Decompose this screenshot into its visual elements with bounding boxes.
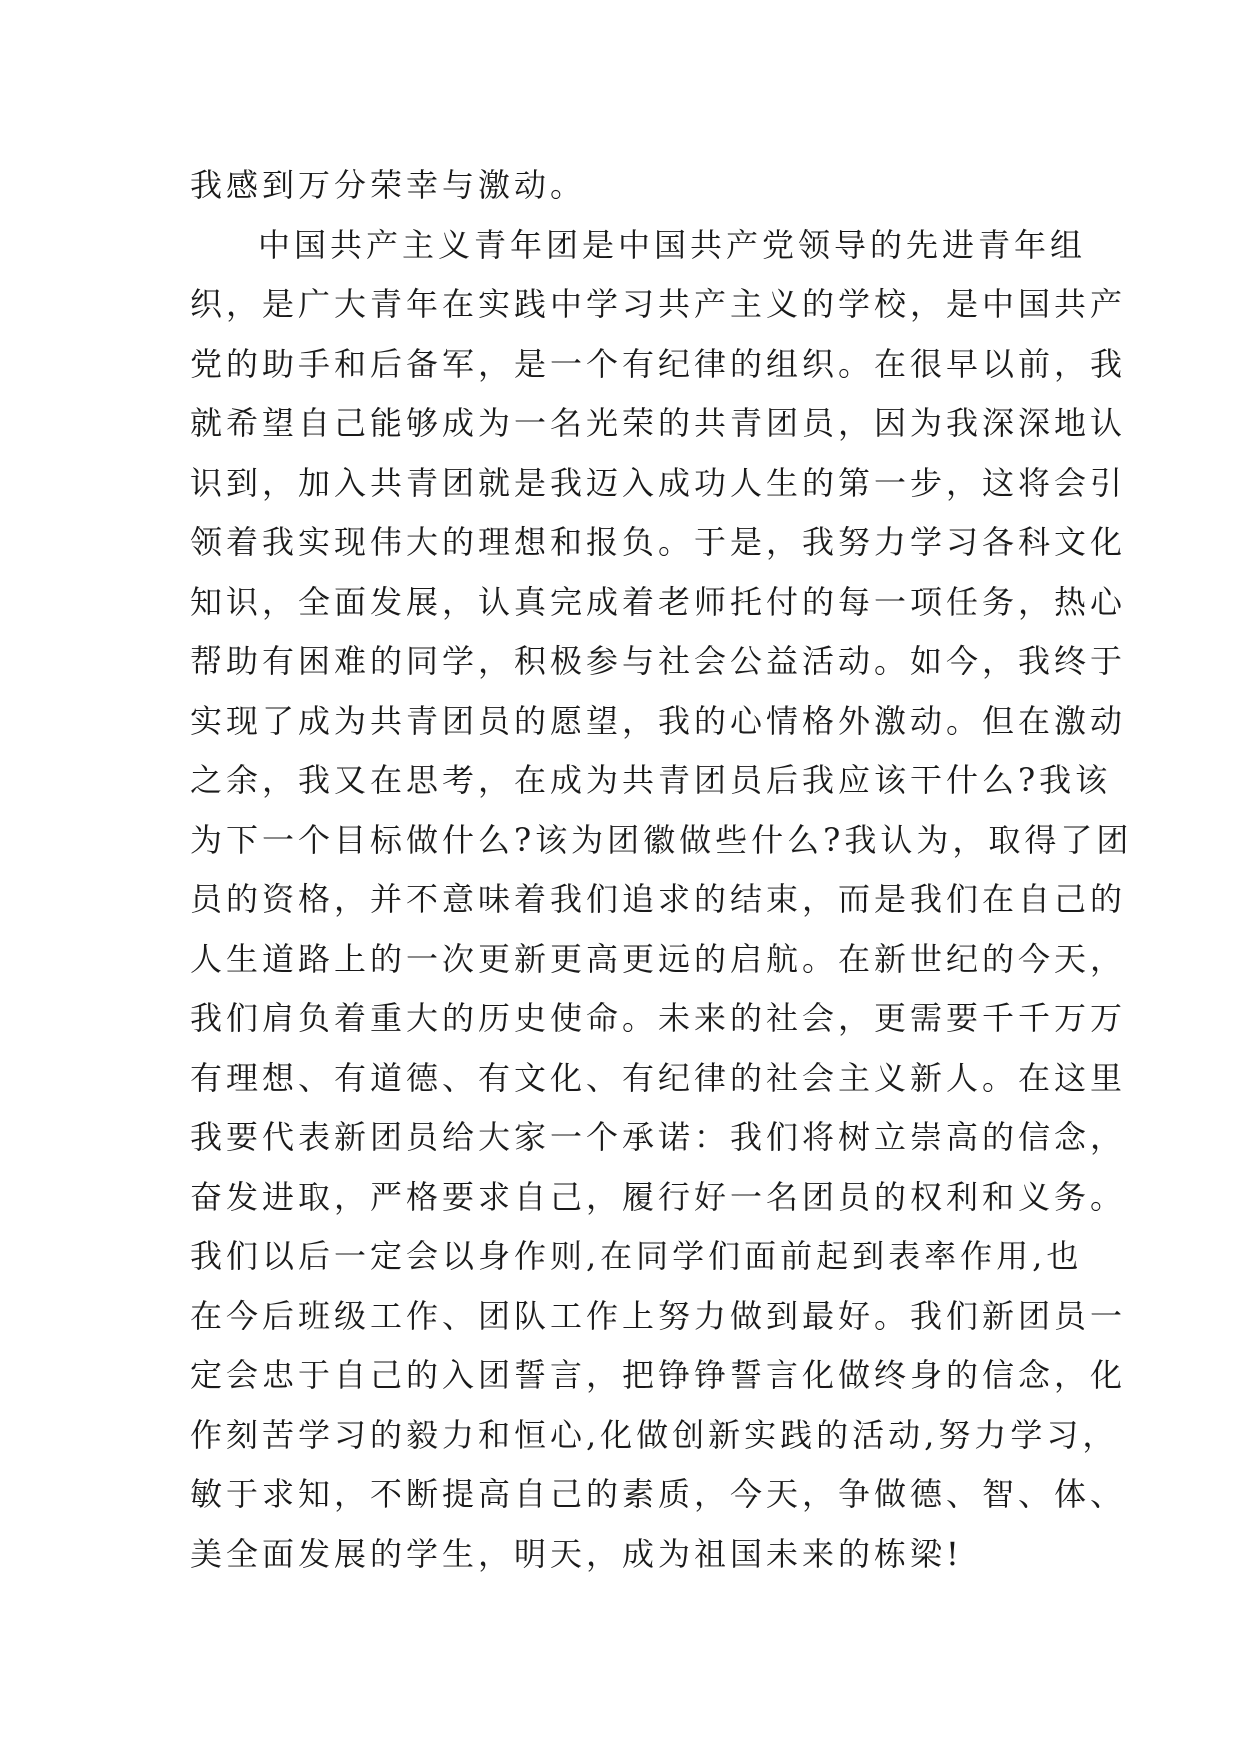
text-line: 知识，全面发展，认真完成着老师托付的每一项任务，热心 [190,582,1127,621]
text-line: 定会忠于自己的入团誓言，把铮铮誓言化做终身的信念，化 [190,1356,1127,1394]
text-line: 党的助手和后备军，是一个有纪律的组织。在很早以前，我 [190,344,1127,383]
text-line: 我要代表新团员给大家一个承诺：我们将树立崇高的信念， [190,1118,1127,1156]
text-line: 帮助有困难的同学，积极参与社会公益活动。如今，我终于 [190,642,1127,680]
text-line: 我们以后一定会以身作则,在同学们面前起到表率作用,也 [190,1237,1083,1275]
text-line: 美全面发展的学生，明天，成为祖国未来的栋梁! [190,1534,963,1573]
text-line: 人生道路上的一次更新更高更远的启航。在新世纪的今天， [190,939,1127,978]
text-line: 实现了成为共青团员的愿望，我的心情格外激动。但在激动 [190,701,1127,740]
text-line: 我感到万分荣幸与激动。 [190,166,587,204]
text-line: 敏于求知，不断提高自己的素质，今天，争做德、智、体、 [190,1475,1127,1513]
body-text [190,156,1133,1584]
text-line: 就希望自己能够成为一名光荣的共青团员，因为我深深地认 [190,404,1127,442]
text-line: 织，是广大青年在实践中学习共产主义的学校，是中国共产 [190,285,1127,323]
text-line: 有理想、有道德、有文化、有纪律的社会主义新人。在这里 [190,1058,1127,1097]
text-line: 我们肩负着重大的历史使命。未来的社会，更需要千千万万 [190,999,1127,1037]
text-line: 识到，加入共青团就是我迈入成功人生的第一步，这将会引 [190,463,1127,502]
paragraph-first-line: 中国共产主义青年团是中国共产党领导的先进青年组 [258,225,1087,264]
text-line: 员的资格，并不意味着我们追求的结束，而是我们在自己的 [190,880,1127,918]
text-line: 作刻苦学习的毅力和恒心,化做创新实践的活动,努力学习， [190,1415,1119,1454]
text-line: 奋发进取，严格要求自己，履行好一名团员的权利和义务。 [190,1177,1127,1216]
text-line: 之余，我又在思考，在成为共青团员后我应该干什么?我该 [190,761,1112,799]
text-line: 在今后班级工作、团队工作上努力做到最好。我们新团员一 [190,1296,1127,1335]
text-line: 为下一个目标做什么?该为团徽做些什么?我认为，取得了团 [190,820,1133,859]
text-line: 领着我实现伟大的理想和报负。于是，我努力学习各科文化 [190,523,1127,561]
